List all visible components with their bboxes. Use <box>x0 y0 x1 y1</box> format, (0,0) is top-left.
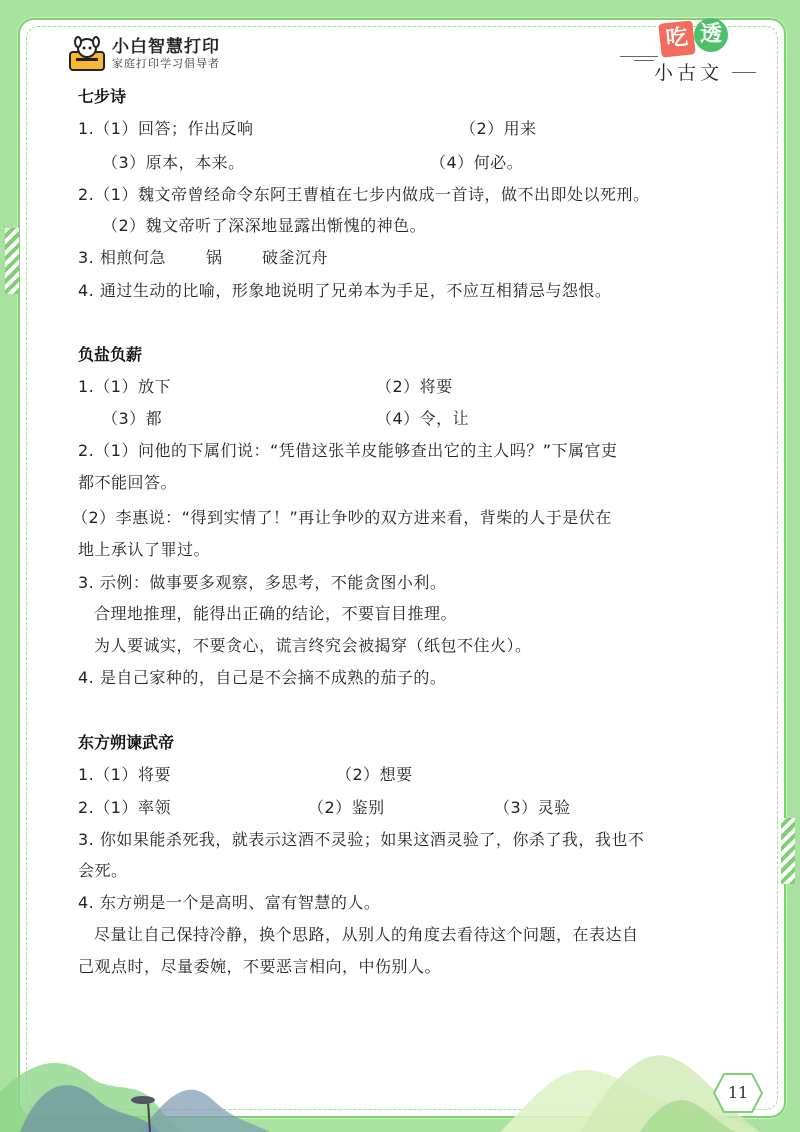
page-number <box>712 1072 764 1114</box>
answer-line: （2）想要 <box>336 765 413 784</box>
answer-line: 尽量让自己保持冷静，换个思路，从别人的角度去看待这个问题，在表达自 <box>94 925 639 944</box>
left-stripe-decoration <box>5 228 19 294</box>
answer-line: 合理地推理，能得出正确的结论，不要盲目推理。 <box>94 604 458 623</box>
answer-line: （2）用来 <box>460 119 537 138</box>
answer-line: 4. 东方朔是一个是高明、富有智慧的人。 <box>78 893 381 912</box>
badge-subtitle: 小古文 <box>654 62 724 84</box>
answer-line: （3）原本，本来。 <box>102 153 245 172</box>
badge-line-left <box>620 56 658 57</box>
answer-line: （4）令，让 <box>376 409 470 428</box>
answer-line: 地上承认了罪过。 <box>78 540 211 559</box>
answer-line: 2.（1）魏文帝曾经命令东阿王曹植在七步内做成一首诗，做不出即处以死刑。 <box>78 185 650 204</box>
answer-line: 4. 是自己家种的，自己是不会摘不成熟的茄子的。 <box>78 668 447 687</box>
right-stripe-decoration <box>781 818 795 884</box>
answer-line: 己观点时，尽量委婉，不要恶言相向，中伤别人。 <box>78 957 442 976</box>
answer-line: 1.（1）将要 <box>78 765 171 784</box>
answer-line: 1.（1）放下 <box>78 377 171 396</box>
series-badge <box>620 14 770 84</box>
answer-line: 都不能回答。 <box>78 473 178 492</box>
badge-line-right <box>732 72 756 73</box>
answer-line: 2.（1）率领 <box>78 798 171 817</box>
answer-line: （4）何必。 <box>430 153 524 172</box>
answer-line: （3）灵验 <box>494 798 571 817</box>
answer-line: 破釜沉舟 <box>262 248 329 267</box>
section-title-qibushi: 七步诗 <box>78 87 127 106</box>
answer-line: 为人要诚实，不要贪心，谎言终究会被揭穿（纸包不住火）。 <box>94 636 532 655</box>
answer-line: （2）将要 <box>376 377 453 396</box>
badge-char-tou: 透 <box>694 18 728 52</box>
answer-line: （2）李惠说：“得到实情了！”再让争吵的双方进来看，背柴的人于是伏在 <box>72 508 612 527</box>
brand-title: 小白智慧打印 <box>112 37 220 57</box>
answer-line: 3. 示例：做事要多观察，多思考，不能贪图小利。 <box>78 573 447 592</box>
badge-char-chi: 吃 <box>658 20 695 57</box>
answer-line: 3. 相煎何急 <box>78 248 166 267</box>
page-number-text: 11 <box>727 1083 749 1102</box>
answer-line: 4. 通过生动的比喻，形象地说明了兄弟本为手足，不应互相猜忌与怨恨。 <box>78 281 612 300</box>
brand-logo <box>68 34 220 74</box>
section-title-fuyanfuxin: 负盐负薪 <box>78 345 143 364</box>
answer-line: （2）鉴别 <box>308 798 385 817</box>
answer-line: （3）都 <box>102 409 163 428</box>
answer-line: 2.（1）问他的下属们说：“凭借这张羊皮能够查出它的主人吗？”下属官吏 <box>78 441 618 460</box>
answer-line: 锅 <box>206 248 223 267</box>
answer-line: 3. 你如果能杀死我，就表示这酒不灵验；如果这酒灵验了，你杀了我，我也不 <box>78 830 645 849</box>
answer-line: （2）魏文帝听了深深地显露出惭愧的神色。 <box>102 216 427 235</box>
mountain-landscape-decoration <box>0 1022 800 1132</box>
brand-subtitle: 家庭打印学习倡导者 <box>112 57 220 70</box>
section-title-dongfangshuo: 东方朔谏武帝 <box>78 733 175 752</box>
answer-line: 会死。 <box>78 861 128 880</box>
answer-line: 1.（1）回答；作出反响 <box>78 119 254 138</box>
dog-box-icon <box>68 36 106 72</box>
badge-line-left-2 <box>634 60 654 61</box>
